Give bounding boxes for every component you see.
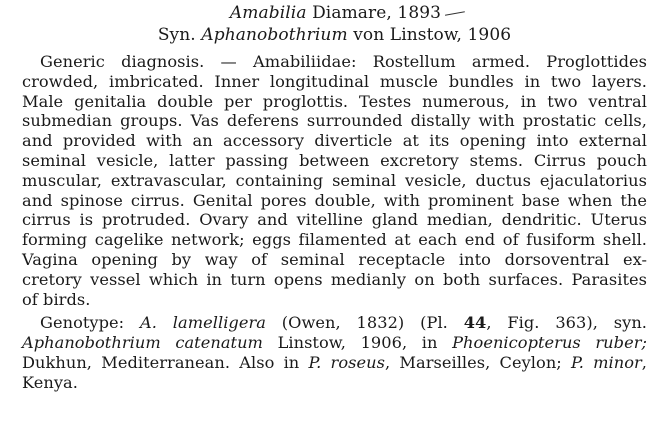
- pen-mark: [445, 11, 465, 16]
- host-species-3: P. minor: [571, 352, 642, 372]
- diagnosis-line: cirrus is protruded. Ovary and vitelline gland median, dendritic. Uterus: [22, 210, 647, 230]
- diagnosis-line: muscular, extravascular, containing seminal vesicle, ductus ejaculatorius: [22, 170, 647, 190]
- synonym-citation: Linstow, 1906, in: [262, 333, 453, 353]
- diagnosis-line: Male genitalia double per proglottis. Testes numerous, in two ventral: [22, 91, 647, 111]
- genotype-line-4: Kenya.: [22, 372, 78, 392]
- diagnosis-line: seminal vesicle, latter passing between excretory stems. Cirrus pouch: [22, 150, 647, 170]
- synonym-genus: Aphanobothrium: [201, 25, 348, 45]
- comma: ,: [641, 352, 647, 372]
- genotype-line-3: [22, 353, 647, 373]
- synonym-line: [22, 24, 647, 46]
- diagnosis-line: Generic diagnosis. — Amabiliidae: Rostellum armed. Proglottides: [40, 52, 647, 71]
- genus-heading: [22, 2, 647, 46]
- diagnosis-line: of birds.: [22, 289, 91, 309]
- genotype-label: Genotype:: [40, 313, 141, 333]
- locality-text-2: , Marseilles, Ceylon;: [384, 352, 572, 372]
- genus-author: Diamare, 1893: [312, 3, 442, 23]
- genotype-citation: (Owen, 1832) (Pl.: [265, 313, 464, 333]
- synonym-prefix: Syn.: [157, 25, 196, 45]
- generic-diagnosis-paragraph: [22, 52, 647, 309]
- diagnosis-line: cretory vessel which in turn opens medianly on both surfaces. Parasites: [22, 269, 647, 289]
- genotype-line-2: [22, 333, 647, 353]
- synonym-author: von Linstow, 1906: [353, 25, 512, 45]
- genotype-species: A. lamelligera: [140, 313, 266, 333]
- synonym-species: Aphanobothrium catenatum: [22, 333, 263, 353]
- host-species-2: P. roseus: [308, 352, 385, 372]
- diagnosis-line: and spinose cirrus. Genital pores double, with prominent base when the: [22, 190, 647, 210]
- locality-text: Dukhun, Mediterranean. Also in: [22, 352, 309, 372]
- diagnosis-line: forming cagelike network; eggs filamented at each end of fusiform shell.: [22, 230, 647, 250]
- genus-name: Amabilia: [229, 3, 307, 23]
- diagnosis-line: submedian groups. Vas deferens surrounded distally with prostatic cells,: [22, 111, 647, 131]
- figure-reference: , Fig. 363), syn.: [486, 313, 647, 333]
- host-species: Phoenicopterus ruber;: [452, 333, 647, 353]
- diagnosis-line: and provided with an accessory diverticle at its opening into external: [22, 131, 647, 151]
- diagnosis-line: Vagina opening by way of seminal receptacle into dorsoventral ex-: [22, 249, 647, 269]
- document-page: [0, 2, 663, 444]
- genus-title-line: [22, 2, 647, 24]
- plate-number: 44: [463, 313, 487, 333]
- diagnosis-line: crowded, imbricated. Inner longitudinal muscle bundles in two layers.: [22, 71, 647, 91]
- genotype-paragraph: [22, 313, 647, 392]
- genotype-line-1: [22, 313, 647, 333]
